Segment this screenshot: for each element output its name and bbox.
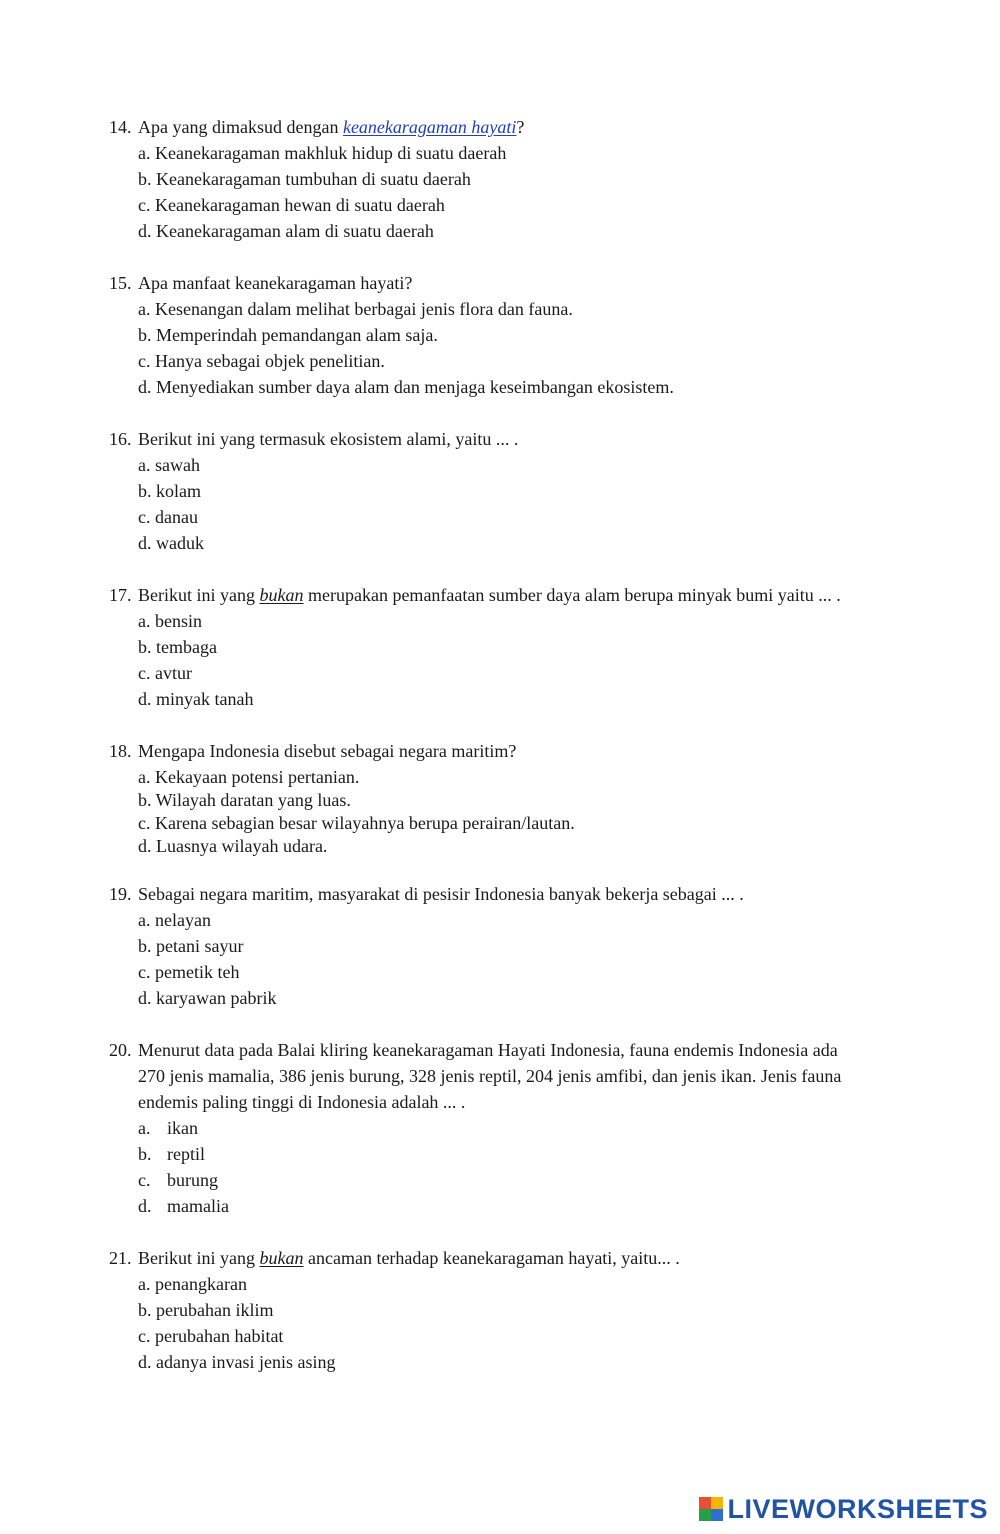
option-label: b. — [138, 1144, 152, 1164]
question-number: 14. — [109, 117, 132, 137]
option-21a[interactable]: a. penangkaran — [138, 1274, 247, 1294]
option-label: d. — [138, 1196, 152, 1216]
question-text: Apa yang dimaksud dengan — [138, 117, 343, 137]
question-text-line-3: endemis paling tinggi di Indonesia adalah ... . — [138, 1092, 466, 1112]
question-text: Berikut ini yang — [138, 1248, 260, 1268]
option-15b[interactable]: b. Memperindah pemandangan alam saja. — [138, 325, 438, 345]
option-20d[interactable] — [138, 1195, 229, 1217]
option-18c[interactable]: c. Karena sebagian besar wilayahnya berupa perairan/lautan. — [138, 813, 575, 833]
question-14 — [109, 116, 524, 138]
liveworksheets-logo-icon — [699, 1497, 723, 1521]
question-17 — [109, 584, 841, 606]
option-19b[interactable]: b. petani sayur — [138, 936, 244, 956]
logo-mark-cell — [711, 1509, 723, 1521]
option-16a[interactable]: a. sawah — [138, 455, 200, 475]
option-14a[interactable]: a. Keanekaragaman makhluk hidup di suatu daerah — [138, 143, 507, 163]
option-21d[interactable]: d. adanya invasi jenis asing — [138, 1352, 336, 1372]
option-text: reptil — [167, 1144, 205, 1164]
keyword-bukan: bukan — [259, 1248, 304, 1268]
option-label: a. — [138, 1118, 151, 1138]
option-18b[interactable]: b. Wilayah daratan yang luas. — [138, 790, 351, 810]
option-17b[interactable]: b. tembaga — [138, 637, 217, 657]
option-20b[interactable] — [138, 1143, 205, 1165]
option-14c[interactable]: c. Keanekaragaman hewan di suatu daerah — [138, 195, 445, 215]
question-text: Berikut ini yang termasuk ekosistem alami, yaitu ... . — [138, 429, 519, 449]
option-16c[interactable]: c. danau — [138, 507, 198, 527]
option-19d[interactable]: d. karyawan pabrik — [138, 988, 277, 1008]
question-text-end: merupakan pemanfaatan sumber daya alam berupa minyak bumi yaitu ... . — [303, 585, 841, 605]
question-number: 17. — [109, 585, 132, 605]
option-16b[interactable]: b. kolam — [138, 481, 201, 501]
question-number: 20. — [109, 1040, 132, 1060]
option-15d[interactable]: d. Menyediakan sumber daya alam dan menjaga keseimbangan ekosistem. — [138, 377, 674, 397]
question-text: Sebagai negara maritim, masyarakat di pesisir Indonesia banyak bekerja sebagai ... . — [138, 884, 744, 904]
option-15a[interactable]: a. Kesenangan dalam melihat berbagai jenis flora dan fauna. — [138, 299, 573, 319]
option-17a[interactable]: a. bensin — [138, 611, 202, 631]
question-number: 15. — [109, 273, 132, 293]
question-text: Mengapa Indonesia disebut sebagai negara maritim? — [138, 741, 517, 761]
option-label: c. — [138, 1170, 151, 1190]
option-20c[interactable] — [138, 1169, 218, 1191]
logo-mark-cell — [699, 1497, 711, 1509]
logo-mark-cell — [711, 1497, 723, 1509]
question-16 — [109, 428, 518, 450]
option-text: ikan — [167, 1118, 198, 1138]
question-text-end: ? — [516, 117, 525, 137]
question-20 — [109, 1039, 838, 1061]
question-15 — [109, 272, 412, 294]
option-18a[interactable]: a. Kekayaan potensi pertanian. — [138, 767, 360, 787]
question-number: 16. — [109, 429, 132, 449]
option-21c[interactable]: c. perubahan habitat — [138, 1326, 284, 1346]
liveworksheets-logo — [699, 1494, 988, 1524]
option-text: burung — [167, 1170, 218, 1190]
option-16d[interactable]: d. waduk — [138, 533, 204, 553]
option-14d[interactable]: d. Keanekaragaman alam di suatu daerah — [138, 221, 434, 241]
question-number: 21. — [109, 1248, 132, 1268]
question-18 — [109, 740, 516, 762]
option-17c[interactable]: c. avtur — [138, 663, 192, 683]
option-19a[interactable]: a. nelayan — [138, 910, 211, 930]
logo-text: LIVEWORKSHEETS — [727, 1493, 988, 1524]
question-number: 19. — [109, 884, 132, 904]
option-14b[interactable]: b. Keanekaragaman tumbuhan di suatu daerah — [138, 169, 471, 189]
logo-mark-cell — [699, 1509, 711, 1521]
question-text: Apa manfaat keanekaragaman hayati? — [138, 273, 413, 293]
option-19c[interactable]: c. pemetik teh — [138, 962, 240, 982]
question-text: Berikut ini yang — [138, 585, 260, 605]
keyword-keanekaragaman-hayati[interactable]: keanekaragaman hayati — [342, 117, 517, 137]
question-21 — [109, 1247, 680, 1269]
option-15c[interactable]: c. Hanya sebagai objek penelitian. — [138, 351, 385, 371]
question-number: 18. — [109, 741, 132, 761]
option-18d[interactable]: d. Luasnya wilayah udara. — [138, 836, 328, 856]
option-text: mamalia — [167, 1196, 229, 1216]
question-text-line-1: Menurut data pada Balai kliring keanekaragaman Hayati Indonesia, fauna endemis Indonesia ada — [138, 1040, 838, 1060]
option-17d[interactable]: d. minyak tanah — [138, 689, 254, 709]
question-text-line-2: 270 jenis mamalia, 386 jenis burung, 328 jenis reptil, 204 jenis amfibi, dan jenis ikan. Jenis fauna — [138, 1066, 842, 1086]
question-19 — [109, 883, 744, 905]
option-21b[interactable]: b. perubahan iklim — [138, 1300, 274, 1320]
keyword-bukan: bukan — [259, 585, 304, 605]
option-20a[interactable] — [138, 1117, 198, 1139]
question-text-end: ancaman terhadap keanekaragaman hayati, yaitu... . — [303, 1248, 680, 1268]
